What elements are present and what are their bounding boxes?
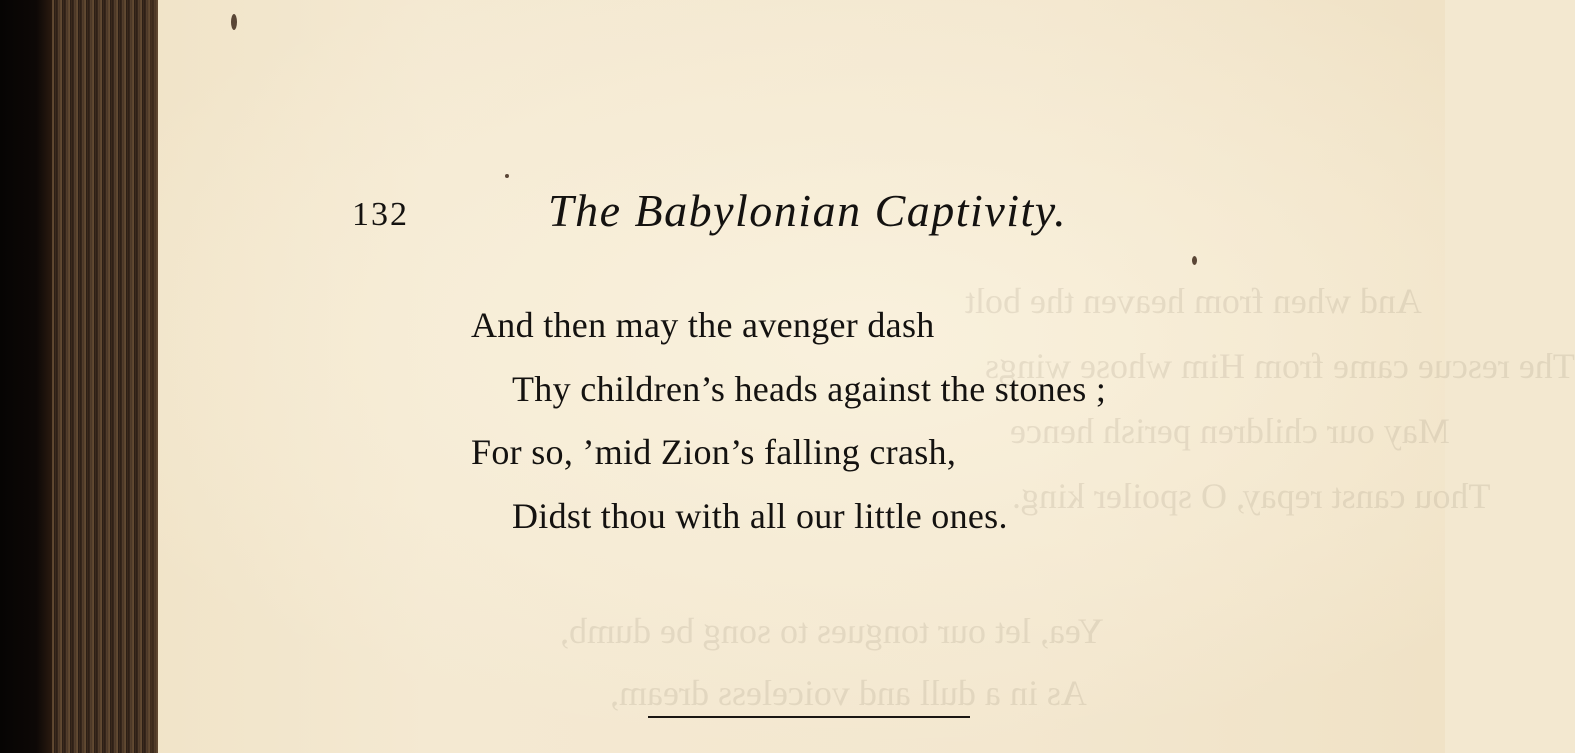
bleed-through-line: The rescue came from Him whose wings xyxy=(985,346,1575,386)
verse-line: Thy children’s heads against the stones ; xyxy=(512,368,1107,409)
bleed-through-line: As in a dull and voiceless dream, xyxy=(610,673,1087,713)
book-page-edges xyxy=(0,0,158,753)
bleed-through-line: Thou canst repay, O spoiler king. xyxy=(1012,476,1491,516)
paper-speck xyxy=(505,174,509,178)
section-divider-rule xyxy=(648,716,970,718)
bleed-through-line: Yea, let our tongues to song be dumb, xyxy=(560,611,1104,651)
paper-speck xyxy=(231,14,237,30)
paper-speck xyxy=(1192,256,1197,265)
page-number: 132 xyxy=(352,196,409,233)
verse-line: For so, ’mid Zion’s falling crash, xyxy=(471,432,957,472)
running-head-title: The Babylonian Captivity. xyxy=(548,185,1068,236)
verse-stanza xyxy=(471,294,1106,548)
verse-line: Didst thou with all our little ones. xyxy=(512,495,1008,536)
bleed-through-line: May our children perish hence xyxy=(1010,411,1450,451)
bleed-through-line: And when from heaven the bolt xyxy=(965,281,1422,321)
verse-line: And then may the avenger dash xyxy=(471,305,935,345)
